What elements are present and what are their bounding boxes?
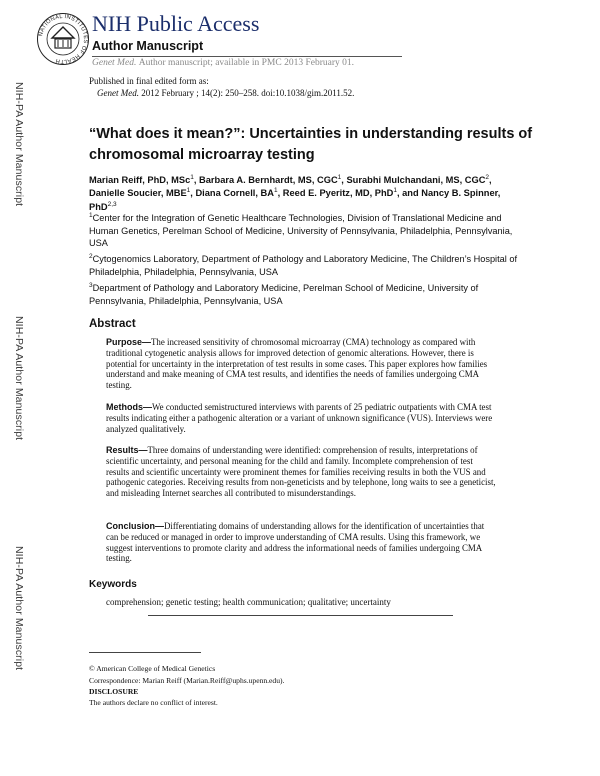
author-affiliation-sup: 1: [393, 187, 397, 195]
citation-details: 2012 February ; 14(2): 250–258. doi:10.1038/gim.2011.52.: [141, 88, 355, 98]
abstract-section-label: Methods—: [106, 402, 152, 412]
author-name: Nancy B. Spinner, PhD: [89, 188, 501, 212]
disclosure-text: The authors declare no conflict of interest.: [89, 698, 218, 707]
author-name: Marian Reiff, PhD, MSc: [89, 175, 191, 185]
author-affiliation-sup: 2: [485, 173, 490, 181]
affiliation: [89, 212, 519, 250]
abstract-section-label: Results—: [106, 445, 148, 455]
gutter-label: NIH-PA Author Manuscript: [13, 546, 25, 671]
author-name: Diana Cornell, BA: [195, 188, 274, 199]
nih-public-access-title: NIH Public Access: [92, 11, 260, 36]
abstract-methods: [106, 402, 496, 434]
affiliation: [89, 282, 519, 307]
header-divider: [92, 56, 402, 57]
author-separator: , and: [396, 188, 422, 199]
author-separator: ,: [190, 188, 196, 199]
abstract-section-label: Purpose—: [106, 337, 152, 347]
header-source-journal: Genet Med.: [92, 58, 137, 68]
keywords-text: comprehension; genetic testing; health communication; qualitative; uncertainty: [106, 597, 391, 607]
logo-ring-text: NATIONAL INSTITUTES OF HEALTH: [38, 13, 89, 65]
author-name: Danielle Soucier, MBE: [89, 188, 187, 199]
affiliation-number: 1: [89, 211, 93, 219]
author-list: [89, 174, 519, 214]
author-affiliation-sup: 1: [186, 187, 191, 195]
gutter-label: NIH-PA Author Manuscript: [13, 82, 25, 207]
author-affiliation-sup: 1: [273, 187, 278, 195]
abstract-section-text: Three domains of understanding were identified: comprehension of results, interpretations of scientific uncertainty, and personal meaning for the child and family. Incomplete comprehension of test results and scientific uncertainty were prominent themes for families receiving results in both the VUS and pathogenic categories. Receiving results from non-geneticists and by telephone, long waits to see a geneticist, and misleading Internet searches all contributed to misunderstandings.: [106, 445, 496, 499]
header-source: [92, 58, 354, 68]
disclosure-heading: DISCLOSURE: [89, 687, 139, 696]
paper-title: “What does it mean?”: Uncertainties in understanding results of chromosomal microarray testing: [89, 126, 533, 163]
keywords-divider: [148, 615, 453, 616]
abstract-results: [106, 445, 496, 499]
affiliation-text: Cytogenomics Laboratory, Department of Pathology and Laboratory Medicine, The Children’s Hospital of Philadelphia, Philadelphia, Pennsylvania, USA: [89, 254, 518, 277]
author-manuscript-subtitle: Author Manuscript: [92, 39, 204, 53]
affiliation-number: 2: [89, 252, 93, 260]
abstract-section-label: Conclusion—: [106, 521, 164, 531]
citation-journal: Genet Med.: [97, 88, 139, 98]
abstract-purpose: [106, 337, 496, 391]
footnote-divider: [89, 652, 201, 653]
author-affiliation-sup: 2,3: [107, 200, 117, 208]
affiliation-text: Center for the Integration of Genetic Healthcare Technologies, Division of Translational Medicine and Human Genetics, Perelman School of Medicine, University of Pennsylvania, Philadelphia, Pennsylvania, USA: [89, 213, 513, 248]
author-affiliation-sup: 1: [190, 173, 194, 181]
header-source-rest: Author manuscript; available in PMC 2013 February 01.: [138, 58, 355, 68]
published-in-line: Published in final edited form as:: [89, 76, 209, 86]
abstract-conclusion: [106, 521, 496, 564]
correspondence-note: Correspondence: Marian Reiff (Marian.Reiff@uphs.upenn.edu).: [89, 676, 285, 685]
nih-logo: [36, 12, 90, 66]
left-gutter: [0, 70, 38, 776]
author-separator: ,: [277, 188, 283, 199]
abstract-heading: Abstract: [89, 318, 136, 330]
author-separator: ,: [489, 175, 492, 185]
gutter-label: NIH-PA Author Manuscript: [13, 316, 25, 441]
author-separator: ,: [193, 175, 200, 185]
abstract-section-text: Differentiating domains of understanding allows for the identification of uncertainties that can be reduced or managed in order to improve understanding of CMA results. Using this framework, we suggest interventions to promote clarity and address the informational needs of families undergoing CMA testing.: [106, 521, 485, 564]
affiliation: [89, 253, 519, 278]
author-separator: ,: [341, 175, 347, 185]
author-name: Barbara A. Bernhardt, MS, CGC: [199, 175, 338, 185]
abstract-section-text: We conducted semistructured interviews with parents of 25 pediatric outpatients with CMA test results indicating either a pathogenic alteration or a variant of unknown significance (VUS). Interviews were analyzed qualitatively.: [106, 402, 493, 434]
abstract-section-text: The increased sensitivity of chromosomal microarray (CMA) technology as compared with traditional cytogenetic analysis allows for improved detection of genomic alterations. However, there is potential for uncertainty in the interpretation of test results in some cases. This paper explores how families understand and make meaning of CMA test results, and identifies the needs of families undergoing CMA testing.: [106, 337, 488, 391]
keywords-heading: Keywords: [89, 579, 137, 590]
affiliation-text: Department of Pathology and Laboratory Medicine, Perelman School of Medicine, University of Pennsylvania, Philadelphia, Pennsylvania, USA: [89, 283, 479, 306]
author-name: Reed E. Pyeritz, MD, PhD: [282, 188, 394, 199]
copyright-notice: © American College of Medical Genetics: [89, 664, 216, 673]
citation-line: [97, 88, 354, 98]
author-affiliation-sup: 1: [337, 173, 342, 181]
author-name: Surabhi Mulchandani, MS, CGC: [346, 175, 486, 185]
affiliation-number: 3: [89, 281, 93, 289]
